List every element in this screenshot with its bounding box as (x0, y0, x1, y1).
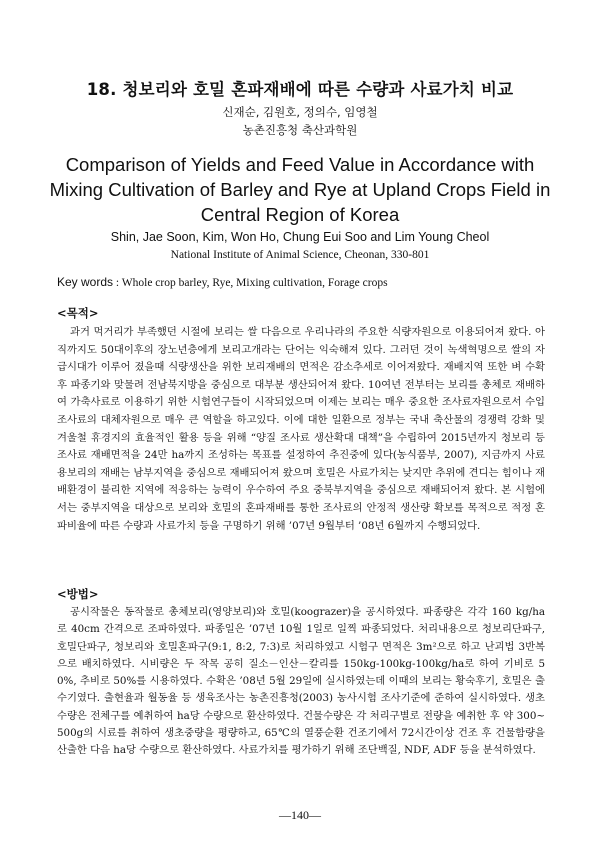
keywords-label: Key words (57, 275, 114, 289)
purpose-paragraph: 과거 먹거리가 부족했던 시절에 보리는 쌀 다음으로 우리나라의 주요한 식량자원으로 이용되어져 왔다. 아직까지도 50대이후의 장노년층에게 보리고개라는 단어는 익숙해져 있다. 그러던 것이 녹색혁명으로 쌀의 자급시대가 이루어 졌을때 식량생산을 위한 보리재배의 면적은 감소추세로 이어져왔다. 재배지역 또한 벼 수확후 파종기와 맞물려 전남북지방을 중심으로 대부분 생산되어져 왔다. 10여년 전부터는 보리를 총체로 재배하여 가축사료로 이용하기 위한 시험연구들이 시작되었으며 이제는 보리는 매우 중요한 조사료자원으로서 수입조사료의 대체자원으로 매우 큰 역할을 하고있다. 이에 대한 일환으로 정부는 국내 축산물의 경쟁력 강화 및 겨울철 휴경지의 효율적인 활용 등을 위해 “양질 조사료 생산확대 대책”을 수립하여 2015년까지 청보리 등 조사료 재배면적을 24만 ha까지 조성하는 목표를 설정하여 추진중에 있다(농식품부, 2007), 지금까지 사료용보리의 재배는 남부지역을 중심으로 재배되어져 왔으며 호밀은 사료가치는 낮지만 추위에 견디는 힘이나 재배환경이 불리한 지역에 적응하는 능력이 우수하여 주요 중북부지역을 중심으로 재배되어져 왔다. 본 시험에서는 중부지역을 대상으로 보리와 호밀의 혼파재배를 통한 조사료의 안정적 생산량 확보를 목적으로 적정 혼파비율에 따른 수량과 사료가치 등을 구명하기 위해 ’07년 9월부터 ’08년 6월까지 수행되었다. (57, 326, 545, 532)
korean-authors: 신재순, 김원호, 정의수, 임영철 (222, 105, 378, 119)
korean-affiliation: 농촌진흥청 축산과학원 (242, 123, 358, 137)
korean-title: 18. 청보리와 호밀 혼파재배에 따른 수량과 사료가치 비교 (86, 80, 514, 99)
page-number: —140— (279, 808, 321, 822)
methods-paragraph: 공시작물은 동작물로 총체보리(영양보리)와 호밀(koograzer)을 공시하였다. 파종량은 각각 160 kg/ha로 40cm 간격으로 조파하였다. 파종일은 ’07년 10월 1일로 일찍 파종되었다. 처리내용으로 청보리단파구, 호밀단파구, 청보리와 호밀혼파구(9:1, 8:2, 7:3)로 처리하였고 시험구 면적은 3m²으로 하고 난괴법 3반복으로 배치하였다. 시비량은 두 작목 공히 질소－인산－칼리를 150kg-100kg-100kg/ha로 하여 기비로 50%, 추비로 50%를 시용하였다. 수확은 ’08년 5월 29일에 실시하였는데 이때의 보리는 황숙후기, 호밀은 출수기였다. 출현율과 월동율 등 생육조사는 농촌진흥청(2003) 농사시험 조사기준에 준하여 실시하였다. 생초수량은 전체구를 예취하여 ha당 수량으로 환산하였다. 건물수량은 각 처리구별로 전량을 예취한 후 약 300~500g의 시료를 취하여 생초중량을 평량하고, 65℃의 열풍순환 건조기에서 72시간이상 건조 후 건물함량을 산출한 다음 ha당 수량으로 환산하였다. 사료가치를 평가하기 위해 조단백질, NDF, ADF 등을 분석하였다. (57, 606, 545, 757)
purpose-heading: <목적> (57, 306, 99, 320)
english-affiliation: National Institute of Animal Science, Cheonan, 330-801 (170, 249, 430, 261)
methods-heading: <방법> (57, 587, 99, 601)
keywords-value: Whole crop barley, Rye, Mixing cultivation, Forage crops (121, 277, 388, 289)
keywords (57, 275, 557, 289)
keywords-separator: : (115, 277, 122, 289)
english-title: Comparison of Yields and Feed Value in Accordance with Mixing Cultivation of Barley and Rye at Upland Crops Field in Central Region of Korea (49, 154, 551, 225)
english-authors: Shin, Jae Soon, Kim, Won Ho, Chung Eui Soo and Lim Young Cheol (110, 230, 490, 244)
